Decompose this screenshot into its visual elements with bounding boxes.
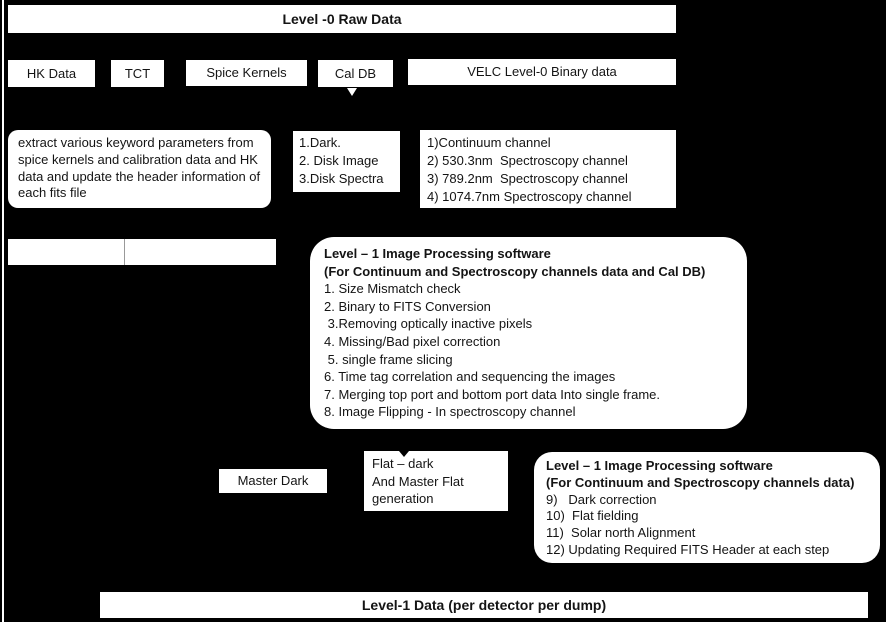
tct-label: TCT: [124, 66, 151, 81]
velc-label: VELC Level-0 Binary data: [467, 64, 617, 79]
proc-a-step: 7. Merging top port and bottom port data Into single frame.: [324, 386, 661, 402]
box-hk-data: [8, 60, 95, 87]
hk-data-label: HK Data: [26, 66, 77, 81]
box-level1-processing-software-a: [310, 237, 747, 429]
proc-a-title: Level – 1 Image Processing software: [324, 246, 551, 261]
proc-a-step: 1. Size Mismatch check: [324, 281, 461, 297]
cal-db-item: 3.Disk Spectra: [299, 171, 384, 186]
channel-item: 4) 1074.7nm Spectroscopy channel: [427, 189, 632, 204]
box-cal-db: [318, 60, 393, 87]
box-velc-level0-binary-data: [408, 59, 676, 85]
master-dark-label: Master Dark: [237, 473, 309, 488]
left-border-line: [2, 0, 4, 622]
proc-b-subtitle: (For Continuum and Spectroscopy channels data): [546, 474, 855, 490]
cal-db-item: 1.Dark.: [299, 135, 341, 150]
spice-kernels-label: Spice Kernels: [206, 65, 287, 80]
arrow-down-icon: [347, 88, 357, 96]
box-tct: [111, 60, 164, 87]
proc-b-step: 10) Flat fielding: [546, 508, 639, 524]
proc-a-subtitle: (For Continuum and Spectroscopy channels data and Cal DB): [324, 263, 706, 279]
box-cal-db-items: [293, 131, 400, 192]
arrow-notch-icon: [399, 451, 409, 457]
proc-a-step: 6. Time tag correlation and sequencing the images: [324, 369, 616, 385]
flat-gen-line: And Master Flat: [372, 473, 464, 489]
box-master-dark: [219, 469, 327, 493]
flat-gen-line: generation: [372, 491, 434, 506]
channel-item: 1)Continuum channel: [427, 135, 551, 150]
box-level1-data: [100, 592, 868, 618]
box-level1-processing-software-b: [534, 452, 880, 563]
box-spice-kernels: [186, 60, 307, 86]
box-extract-keywords-note: [8, 130, 271, 208]
extract-note-text: extract various keyword parameters from spice kernels and calibration data and HK data and update the header information of each fits file: [18, 135, 261, 201]
box-flat-dark-master-flat: [364, 451, 508, 511]
proc-b-step: 12) Updating Required FITS Header at each step: [546, 541, 830, 557]
flat-gen-line: Flat – dark: [372, 456, 434, 471]
proc-b-step: 11) Solar north Alignment: [546, 525, 696, 541]
split-divider: [124, 239, 125, 265]
level1-data-label: Level-1 Data (per detector per dump): [361, 597, 607, 613]
proc-b-step: 9) Dark correction: [546, 491, 657, 507]
cal-db-item: 2. Disk Image: [299, 153, 379, 168]
proc-a-step: 4. Missing/Bad pixel correction: [324, 333, 501, 349]
channel-item: 3) 789.2nm Spectroscopy channel: [427, 171, 628, 186]
proc-a-step: 2. Binary to FITS Conversion: [324, 298, 491, 314]
cal-db-label: Cal DB: [334, 66, 377, 81]
proc-a-step: 5. single frame slicing: [324, 351, 453, 367]
proc-a-step: 8. Image Flipping - In spectroscopy channel: [324, 404, 576, 420]
proc-b-title: Level – 1 Image Processing software: [546, 458, 773, 473]
box-level0-raw-data: [8, 5, 676, 33]
channel-item: 2) 530.3nm Spectroscopy channel: [427, 153, 628, 168]
proc-a-step: 3.Removing optically inactive pixels: [324, 316, 533, 332]
box-velc-channels: [420, 130, 676, 208]
level0-raw-data-label: Level -0 Raw Data: [282, 11, 402, 27]
box-empty-split: [8, 239, 276, 265]
